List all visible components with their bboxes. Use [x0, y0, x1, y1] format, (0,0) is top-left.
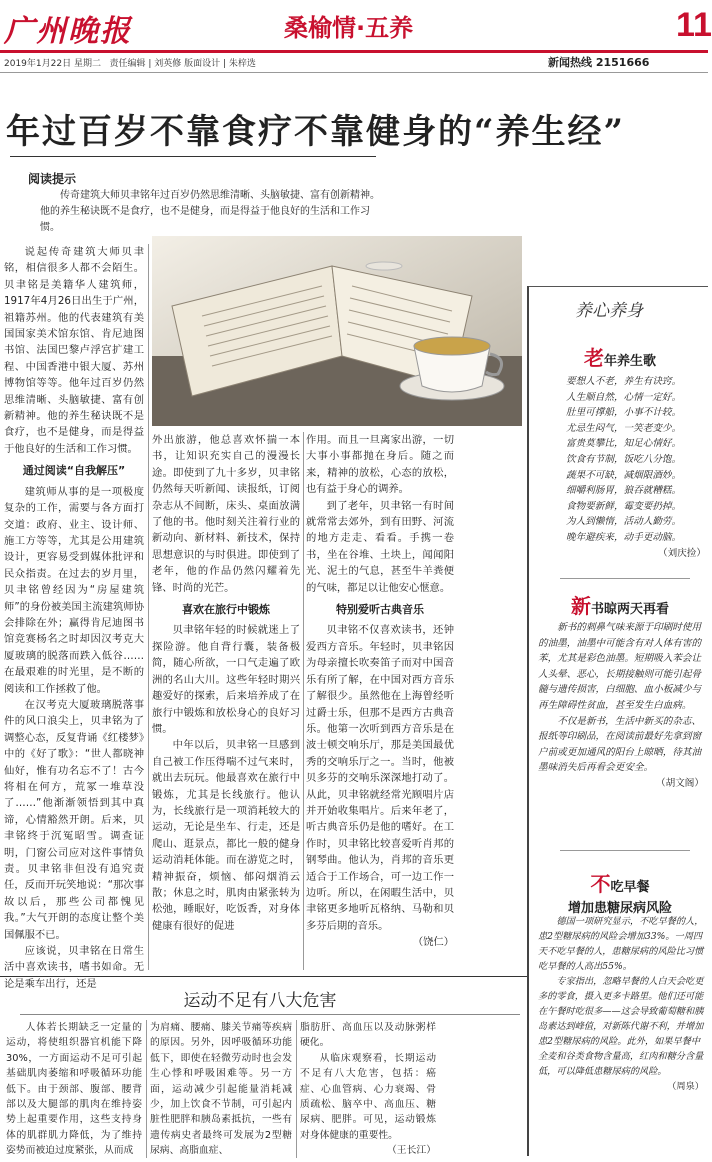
poem-line: 肚里可撑船，小事不计较。 — [566, 407, 682, 419]
breakfast-author: （周泉） — [667, 1081, 704, 1092]
article-column-3 — [306, 432, 454, 951]
book-title-initial: 新 — [570, 594, 591, 618]
poem-line: 人生顺自然，心情一定好。 — [566, 391, 682, 403]
hotline: 新闻热线 2151666 — [548, 56, 650, 69]
guide-text: 传奇建筑大师贝聿铭年过百岁仍然思维清晰、头脑敏捷、富有创新精神。他的养生秘诀既不是食疗，也不是健身，而是得益于他良好的生活和工作习惯。 — [40, 190, 380, 233]
poem-line: 晚年避疾来，动手更动脑。 — [566, 531, 682, 543]
headline-rule — [10, 156, 376, 157]
paragraph: 在汉考克大厦玻璃脱落事件的风口浪尖上，贝聿铭为了调整心态，反复背诵《红楼梦》中的《好了歌》：“世人都晓神仙好，惟有功名忘不了！古今将相在何方，荒冢一堆草没了……”他渐渐领悟到其中真谛，心情豁然开朗。后来，贝聿铭终于沉冤昭雪。调查证明，门窗公司应对这件事情负责。贝聿铭非但没有追究责任，反而开玩笑地说：“那次事故以后，那些公司都愧见我。”大气开朗的态度让整个美国佩服不已。 — [4, 698, 144, 941]
bottom-column-2 — [150, 1020, 292, 1159]
poem-author: （刘庆捡） — [658, 547, 706, 559]
poem-line: 要想人不老，养生有诀窍。 — [566, 376, 682, 387]
book-title — [532, 590, 708, 619]
poem-line: 富贵莫攀比，知足心情好。 — [566, 438, 682, 450]
breakfast-title-rest: 吃早餐 — [610, 880, 650, 895]
poem-line: 为人到懒惰，活动人勤劳。 — [566, 516, 682, 528]
poem-line: 细嚼利肠胃，狼吞就糟糕。 — [566, 485, 682, 497]
breakfast-body — [538, 914, 704, 1094]
paragraph: 贝聿铭年轻的时候就迷上了探险游。他自背行囊，装备极简，随心所欲，一口气走遍了欧洲的名山大川。这些年轻时期兴趣爱好的探索，后来培养成了在旅行中锻炼和放松身心的良好习惯。 — [152, 624, 300, 735]
paragraph: 作用。而且一旦离家出游，一切大事小事都抛在身后。随之而来，精神的放松，心态的放松，也有益于身心的调养。 — [306, 434, 454, 496]
sidebar-border — [527, 286, 529, 1156]
date: 2019年1月22日 星期二 — [4, 59, 101, 69]
paragraph: 中年以后，贝聿铭一旦感到自己被工作压得喘不过气来时，就出去玩玩。他最喜欢在旅行中锻炼，尤其是长线旅行。他认为，长线旅行是一项消耗较大的运动，无论是坐车、行走，还是爬山、逛景点，都比一般的健身运动消耗体能。而在游览之时，精神振奋，烦恼、郁闷烟消云散；休息之时，肌肉由紧张转为松弛，睡眠好，吃饭香，对身体健康有很好的促进 — [152, 739, 300, 932]
bottom-article-title: 运动不足有八大危害 — [183, 991, 337, 1011]
paragraph: 新书的刺鼻气味来源于印刷时使用的油墨，油墨中可能含有对人体有害的苯，尤其是彩色油墨。短期吸入苯会让人头晕、恶心，长期接触则可能引起骨髓与遗传损害，白细胞、血小板减少与再生障碍性贫血，甚至发生白血病。 — [538, 622, 702, 711]
poem-line: 尤忌生闷气，一笑老变少。 — [566, 422, 682, 434]
poem-title-initial: 老 — [583, 346, 604, 370]
sidebar-logo-text: 养心养身 — [575, 301, 643, 321]
masthead — [0, 0, 712, 52]
paragraph: 从临床观察看，长期运动不足有八大危害，包括：癌症、心血管病、心力衰竭、骨质疏松、脑卒中、高血压、糖尿病、肥胖。可见，运动锻炼对身体健康的重要性。 — [300, 1052, 436, 1141]
guide-title: 阅读提示 — [28, 172, 77, 186]
poem-title-rest: 年养生歌 — [603, 354, 656, 369]
subheading-travel: 喜欢在旅行中锻炼 — [182, 603, 270, 617]
breakfast-title — [532, 868, 708, 916]
editors: 责任编辑 | 刘英修 版面设计 | 朱梓选 — [109, 59, 256, 69]
author-byline: （饶仁） — [412, 936, 454, 949]
poem-line: 蔬果不可缺，减烟限酒妙。 — [566, 469, 682, 481]
paper-name: 广州晚报 — [4, 14, 132, 49]
bottom-article-top-rule — [0, 976, 527, 977]
poem-title — [532, 342, 708, 371]
book-title-rest: 书晾两天再看 — [590, 602, 669, 617]
poem-body — [566, 374, 706, 561]
column-divider — [146, 1020, 147, 1158]
article-column-1 — [4, 244, 144, 992]
poem-line: 食物要新鲜，霉变要扔掉。 — [566, 500, 682, 512]
paragraph: 德国一项研究显示，不吃早餐的人，患2型糖尿病的风险会增加33%。一周四天不吃早餐的人，患糖尿病的风险比习惯吃早餐的人高出55%。 — [538, 916, 704, 972]
dateline — [4, 56, 256, 69]
sidebar-divider — [560, 850, 690, 851]
paragraph: 外出旅游，他总喜欢怀揣一本书，让知识充实自己的漫漫长途。即使到了九十多岁，贝聿铭仍然每天听新闻、读报纸，订阅杂志从不间断，床头、桌面放满了他的书。他时刻关注着行业的新动向、新材料、新技术，保持思想意识的与时俱进。即使到了老年，他的作品仍然闪耀着先锋、时尚的光芒。 — [152, 434, 300, 594]
paragraph: 不仅是新书，生活中新买的杂志、报纸等印刷品，在阅读前最好先拿到窗户前或更加通风的阳台上晾晒，待其油墨味消失后再看会更安全。 — [538, 715, 702, 774]
sidebar-divider — [560, 578, 690, 579]
column-divider — [296, 1020, 297, 1158]
bottom-column-1 — [6, 1020, 142, 1159]
book-author: （胡文阁） — [656, 777, 704, 789]
section-name: 桑榆情·五养 — [284, 14, 414, 42]
sidebar-logo — [575, 296, 643, 321]
paragraph: 贝聿铭不仅喜欢读书，还钟爱西方音乐。年轻时，贝聿铭因为母亲擅长吹奏笛子而对中国音乐有所了解，在中国对西方音乐了解很少。虽然他在上海曾经听过爵士乐，但那不是西方古典音乐。他第一次听到西方音乐是在波士顿交响乐厅，那是美国最优秀的交响乐厅之一。当时，他被贝多芬的交响乐深深地打动了。从此，贝聿铭就经常光顾唱片店并开始收集唱片。后来年老了，听古典音乐仍是他的嗜好。在工作时，贝聿铭比较喜爱听肖邦的钢琴曲。他认为，肖邦的音乐更适合于工作场合，可一边工作一边听。所以，在闲暇生活中，贝聿铭更多地听瓦格纳、马勒和贝多芬后期的音乐。 — [306, 624, 454, 932]
masthead-divider — [0, 50, 708, 53]
book-body — [538, 620, 704, 792]
paragraph: 人体若长期缺乏一定量的运动，将使组织器官机能下降30%，一方面运动不足可引起基础肌肉萎缩和呼吸循环功能低下。由于颈部、腹部、腰背部以及大腿部的肌肉在维持姿势上起重要作用，这些支持身体的肌群肌力降低，为了维持姿势而被迫过度紧张，从而成 — [6, 1022, 142, 1157]
column-divider — [303, 432, 304, 970]
paragraph: 为肩痛、腰痛、膝关节痛等疾病的原因。另外，因呼吸循环功能低下，即使在轻微劳动时也会发生心悸和呼吸困难等。另一方面，运动减少引起能量消耗减少，加上饮食不节制，可引起内脏性肥胖和胰岛素抵抗，一些有遗传病史者最终可发展为2型糖尿病、高脂血症、 — [150, 1022, 292, 1157]
paragraph: 专家指出，忽略早餐的人白天会吃更多的零食，摄入更多卡路里。他们还可能在午餐时吃很多——这会导致葡萄糖和胰岛素达到峰值，对新陈代谢不利，并增加患2型糖尿病的风险。此外，如果早餐中全麦和谷类食物含量高，红肉和糖分含量低，可以降低患糖尿病的风险。 — [538, 976, 704, 1077]
paragraph: 应该说，贝聿铭在日常生活中喜欢读书，嗜书如命。无论是乘车出行，还是 — [4, 945, 144, 990]
sidebar-top-rule — [527, 286, 708, 287]
book-and-tea-photo — [152, 236, 522, 426]
breakfast-title-line2: 增加患糖尿病风险 — [567, 901, 672, 916]
subheading-reading: 通过阅读“自我解压” — [22, 464, 126, 478]
subheading-music: 特别爱听古典音乐 — [336, 603, 424, 617]
column-divider — [148, 244, 149, 970]
paragraph: 说起传奇建筑大师贝聿铭，相信很多人都不会陌生。贝聿铭是美籍华人建筑师，1917年4月26日出生于广州，祖籍苏州。他的代表建筑有美国国家美术馆东馆、肯尼迪图书馆、法国巴黎卢浮宫扩建工程、中国香港中银大厦、苏州博物馆等等。他年过百岁仍然思维清晰、头脑敏捷、富有创新精神。他的养生秘诀既不是食疗，也不是健身，而是得益于他良好的生活和工作习惯。 — [4, 246, 144, 455]
paragraph: 到了老年，贝聿铭一有时间就常常去郊外，到有田野、河流的地方走走、看看。手携一卷书，坐在谷堆、土块上，闻闻阳光、泥土的气息，甚至牛羊粪便的气味，都足以让他安心惬意。 — [306, 499, 454, 594]
bottom-article-rule — [20, 1014, 520, 1015]
author-byline: （王长江） — [387, 1145, 436, 1157]
headline: 年过百岁不靠食疗不靠健身的“养生经” — [6, 112, 626, 152]
paragraph: 建筑师从事的是一项极度复杂的工作，需要与各方面打交道：政府、业主、设计师、施工方等等，尤其是公用建筑设计，更容易受到媒体批评和民众指责。在过去的岁月里，贝聿铭曾经因为“房屋建筑师”的身份被美国主流建筑师协会排除在外；赢得肯尼迪图书馆竞赛杨名之时却因汉考克大厦玻璃的脱落而跌入低谷……在最艰难的时光里，是不断的阅读和工作拯救了他。 — [4, 485, 144, 695]
poem-line: 饮食有节制，饭吃八分饱。 — [566, 453, 682, 465]
breakfast-title-initial: 不 — [590, 872, 611, 896]
paragraph: 脂肪肝、高血压以及动脉粥样硬化。 — [300, 1022, 436, 1049]
photo-illustration — [152, 236, 522, 426]
bottom-column-3 — [300, 1020, 436, 1159]
header-rule — [0, 72, 708, 73]
article-column-2 — [152, 432, 300, 934]
page-number: 11 — [676, 6, 712, 44]
